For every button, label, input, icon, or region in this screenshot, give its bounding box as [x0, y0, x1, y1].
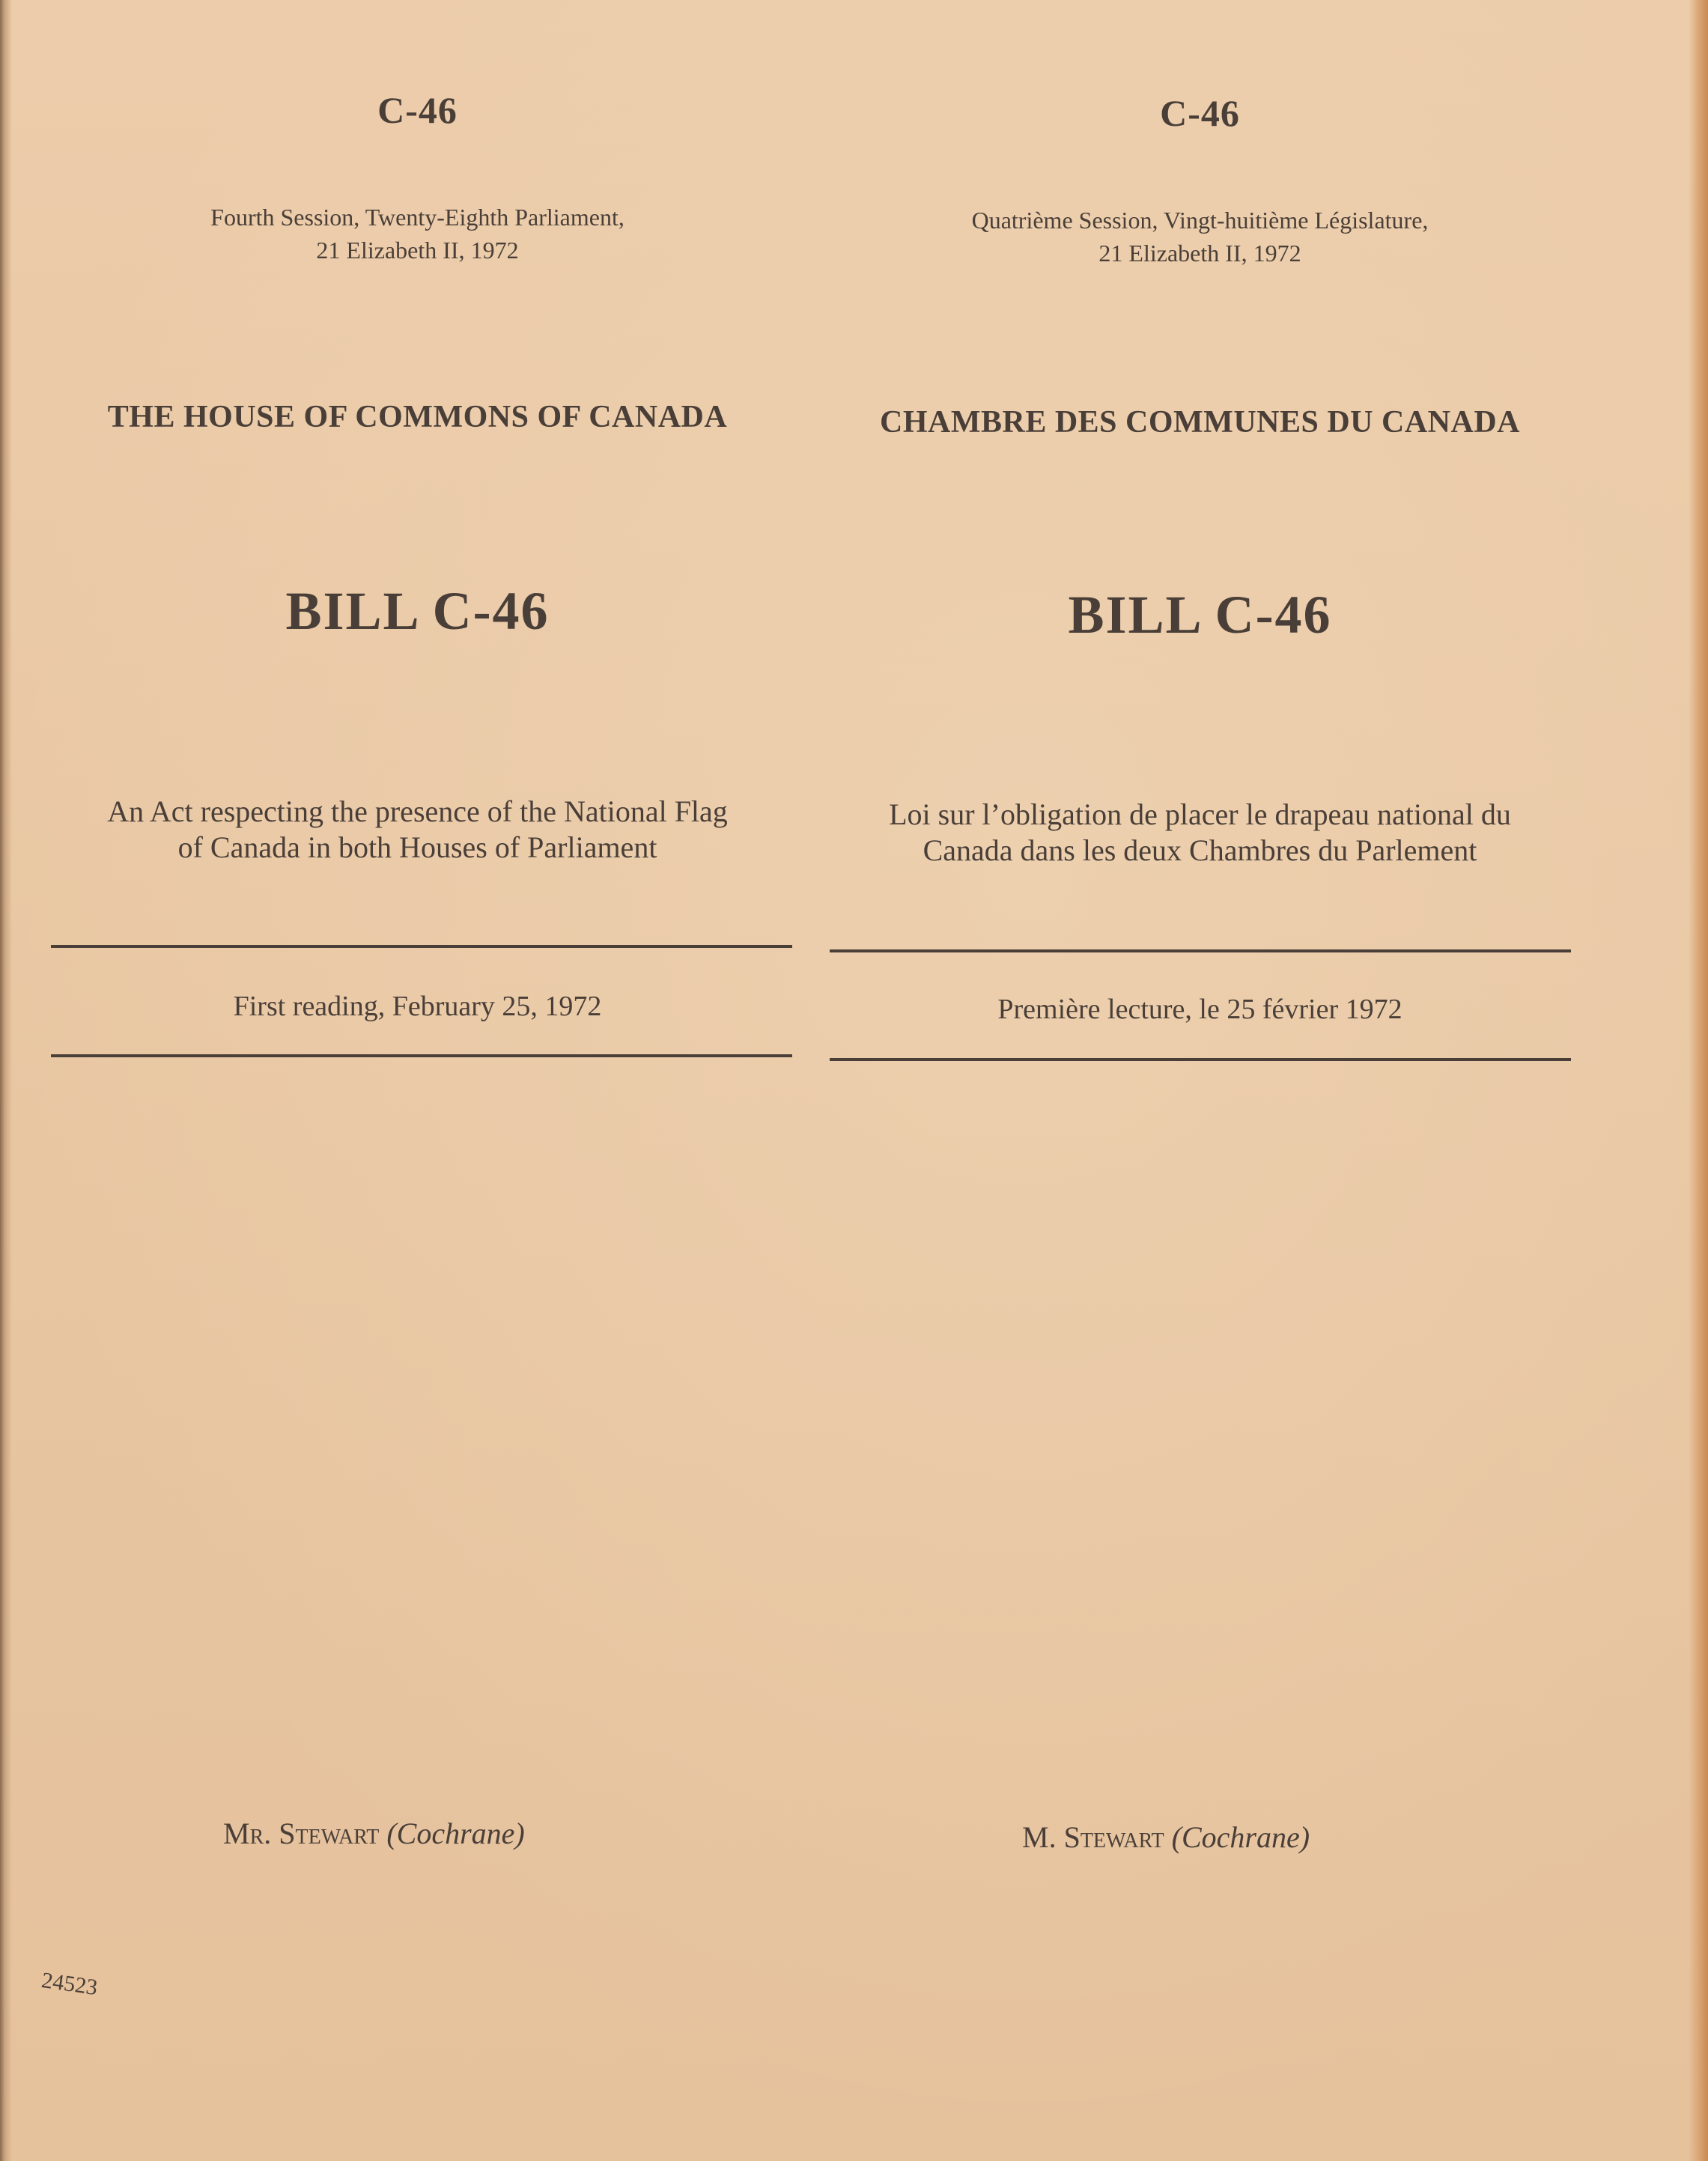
session-line-2-en: 21 Elizabeth II, 1972: [316, 237, 519, 264]
session-line-1-en: Fourth Session, Twenty-Eighth Parliament,: [210, 204, 624, 231]
act-line-1-en: An Act respecting the presence of the National Flag: [107, 794, 728, 828]
bottom-rule-fr: [830, 1058, 1571, 1061]
bill-code-fr: C-46: [1160, 92, 1240, 134]
top-rule-en: [51, 945, 792, 948]
session-line-2-fr: 21 Elizabeth II, 1972: [1098, 240, 1301, 267]
sponsor-fr: [1022, 1820, 1310, 1855]
serial-number: 24523: [40, 1968, 100, 2001]
session-info-fr: [824, 204, 1576, 270]
house-heading-en: THE HOUSE OF COMMONS OF CANADA: [107, 400, 728, 434]
bill-title-en: BILL C-46: [285, 581, 550, 641]
page-left-edge: [0, 0, 12, 2161]
sponsor-name-en: Mr. Stewart: [223, 1817, 380, 1850]
sponsor-riding-en: (Cochrane): [386, 1817, 525, 1850]
sponsor-en: [223, 1816, 525, 1851]
house-heading-fr: CHAMBRE DES COMMUNES DU CANADA: [880, 405, 1520, 440]
session-info-en: [45, 201, 790, 267]
act-title-en: [45, 794, 790, 866]
bill-title-fr: BILL C-46: [1068, 585, 1332, 645]
bill-code-en: C-46: [377, 89, 458, 131]
page-right-edge: [1689, 0, 1708, 2161]
first-reading-fr: Première lecture, le 25 février 1972: [997, 994, 1402, 1025]
session-line-1-fr: Quatrième Session, Vingt-huitième Législature,: [971, 207, 1429, 234]
top-rule-fr: [830, 949, 1571, 952]
act-line-2-fr: Canada dans les deux Chambres du Parlement: [923, 833, 1477, 867]
sponsor-name-fr: M. Stewart: [1022, 1820, 1164, 1854]
sponsor-riding-fr: (Cochrane): [1171, 1820, 1310, 1854]
act-title-fr: [824, 797, 1576, 869]
act-line-2-en: of Canada in both Houses of Parliament: [177, 830, 657, 864]
act-line-1-fr: Loi sur l’obligation de placer le drapeau national du: [889, 797, 1511, 831]
bottom-rule-en: [51, 1054, 792, 1057]
first-reading-en: First reading, February 25, 1972: [233, 991, 602, 1022]
